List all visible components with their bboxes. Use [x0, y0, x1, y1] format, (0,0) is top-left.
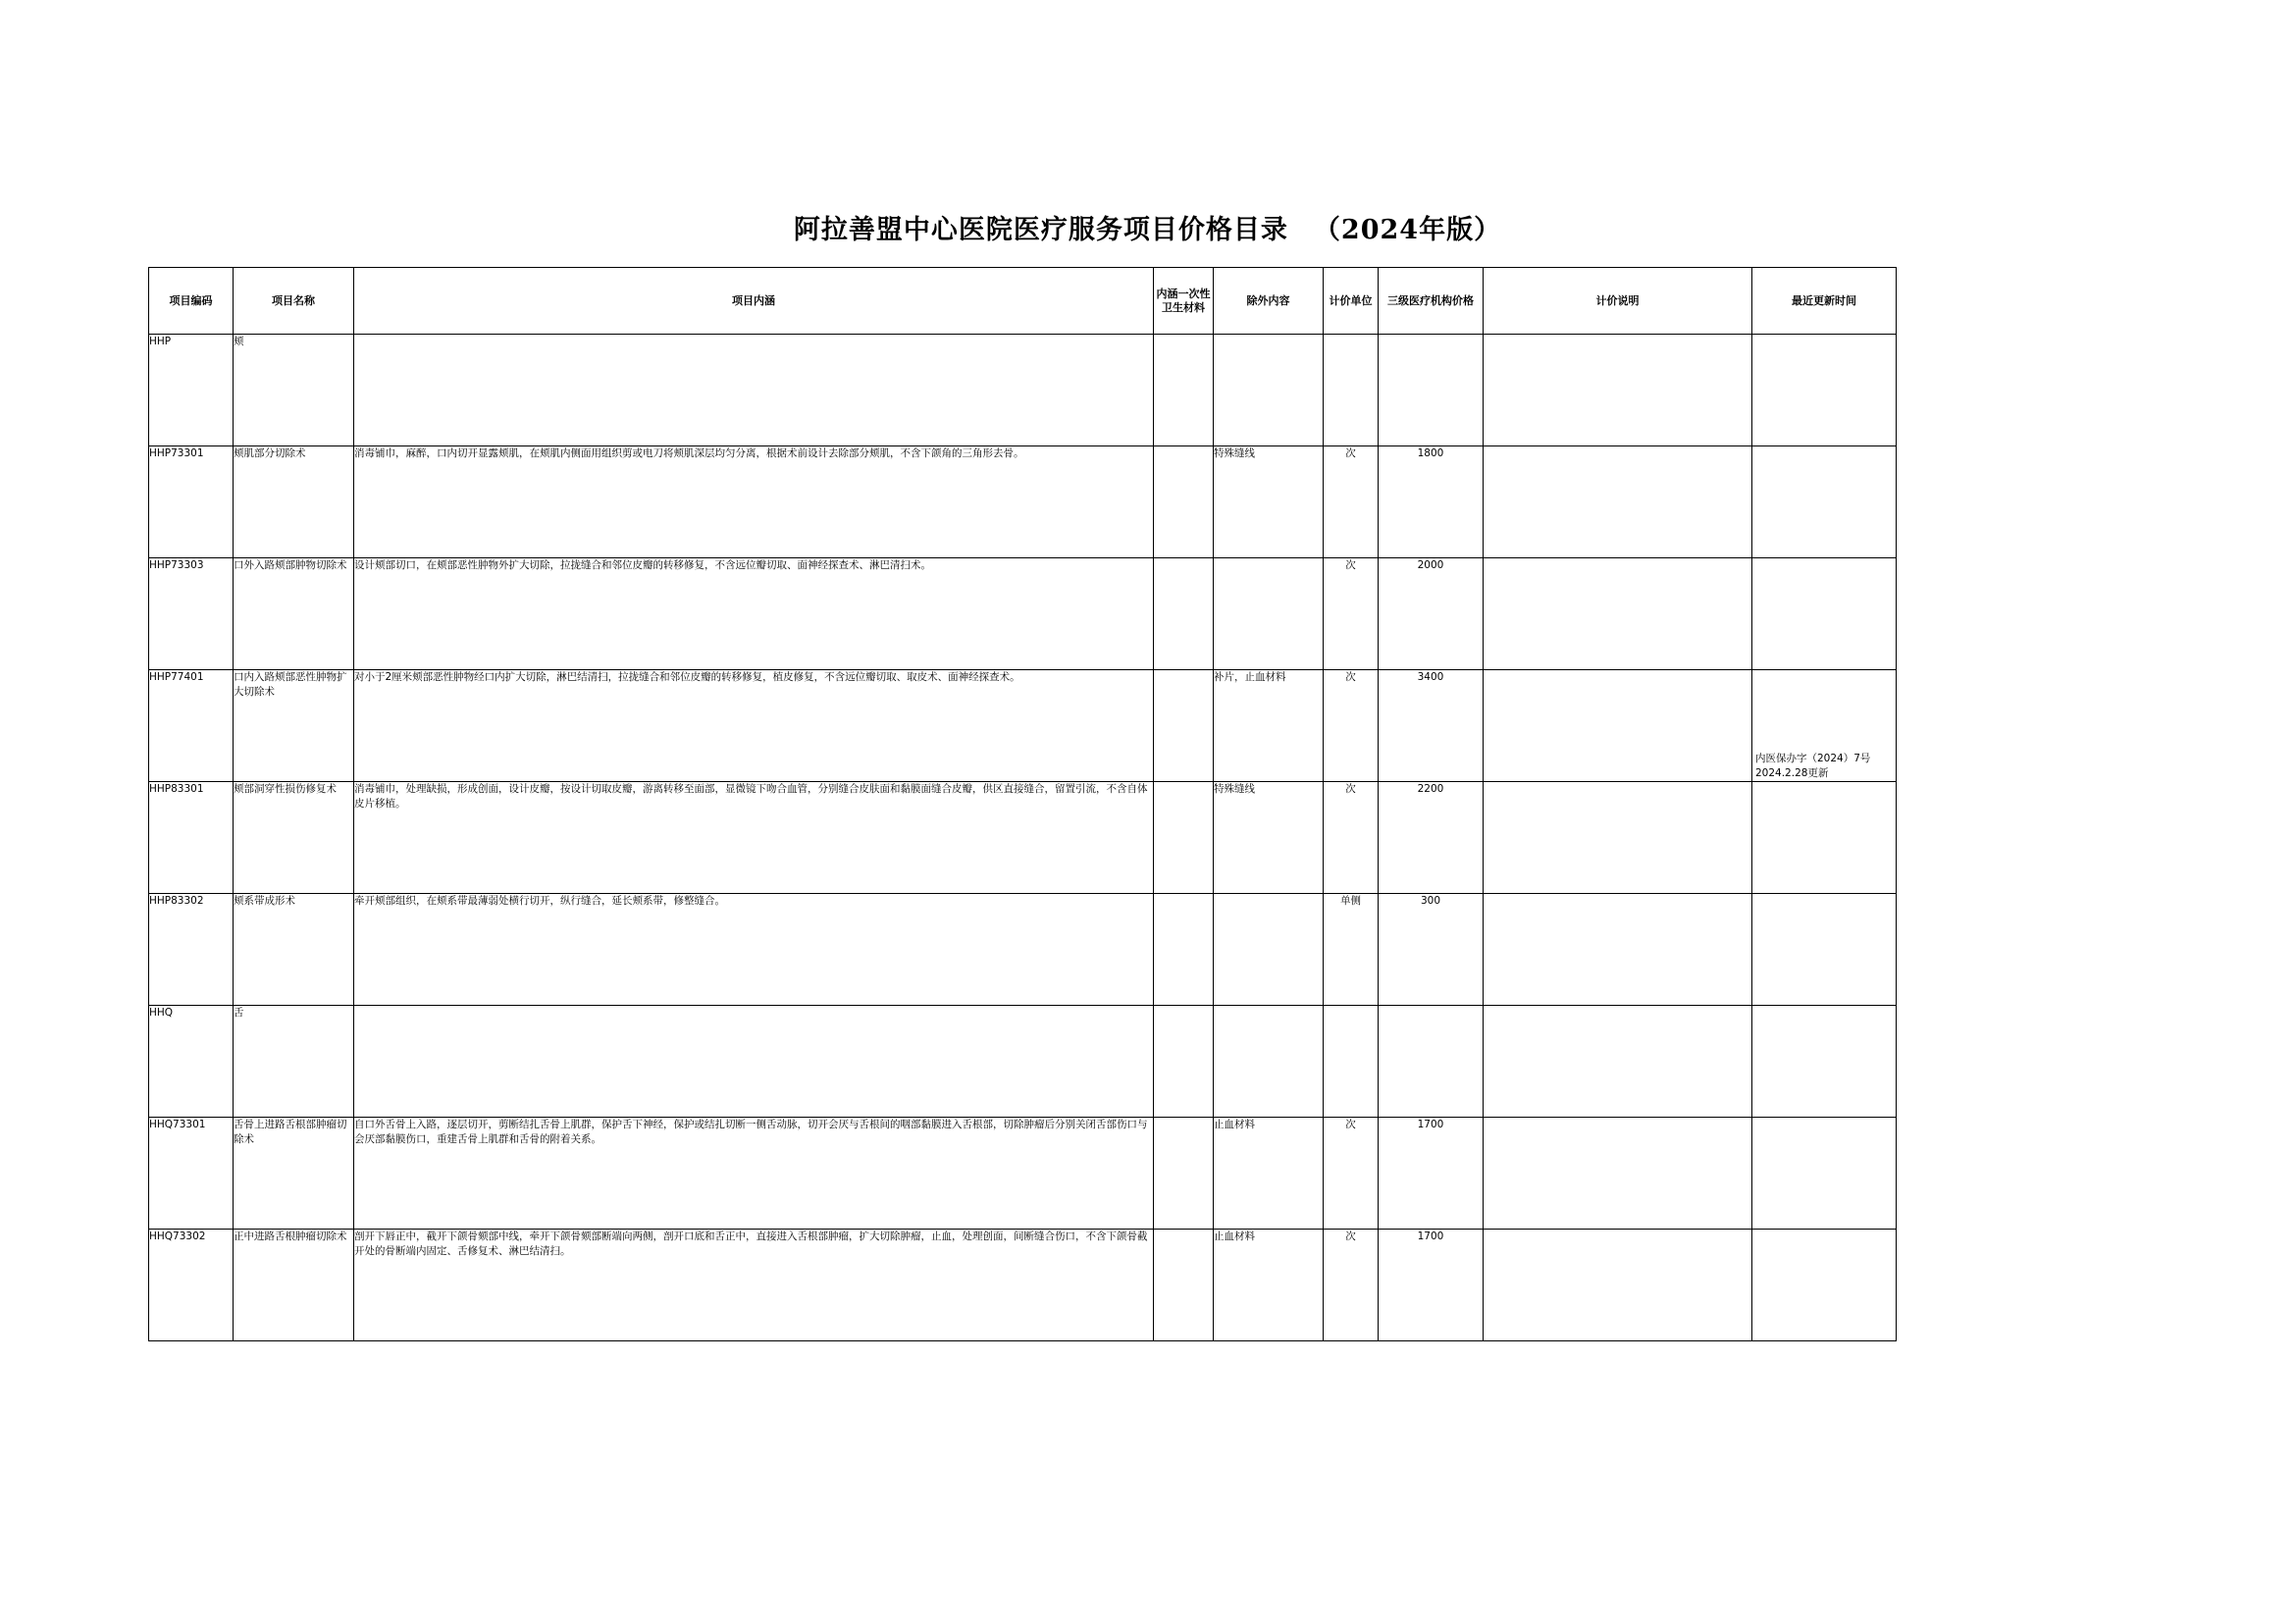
item-name: 正中进路舌根肿瘤切除术 — [234, 1230, 354, 1341]
item-name: 颊肌部分切除术 — [234, 446, 354, 558]
title-text: 阿拉善盟中心医院医疗服务项目价格目录 — [793, 215, 1288, 245]
item-disposable — [1154, 1006, 1214, 1118]
item-updated — [1752, 446, 1897, 558]
item-exclusion: 止血材料 — [1214, 1230, 1324, 1341]
table-row — [149, 1230, 1897, 1341]
item-name: 舌 — [234, 1006, 354, 1118]
item-code: HHP77401 — [149, 670, 234, 782]
item-unit — [1324, 335, 1379, 446]
item-updated — [1752, 1118, 1897, 1230]
item-unit: 次 — [1324, 558, 1379, 670]
header-disposable: 内涵一次性卫生材料 — [1154, 268, 1214, 335]
item-price: 300 — [1379, 894, 1484, 1006]
item-note — [1484, 1118, 1752, 1230]
item-code: HHQ73302 — [149, 1230, 234, 1341]
item-code: HHP83302 — [149, 894, 234, 1006]
item-unit: 次 — [1324, 670, 1379, 782]
item-exclusion — [1214, 894, 1324, 1006]
item-disposable — [1154, 1230, 1214, 1341]
item-exclusion: 止血材料 — [1214, 1118, 1324, 1230]
item-unit: 单侧 — [1324, 894, 1379, 1006]
item-updated — [1752, 335, 1897, 446]
item-content: 消毒铺巾，处理缺损，形成创面，设计皮瓣，按设计切取皮瓣，游离转移至面部，显微镜下吻合血管，分别缝合皮肤面和黏膜面缝合皮瓣，供区直接缝合，留置引流，不含自体皮片移植。 — [354, 782, 1154, 894]
item-unit: 次 — [1324, 446, 1379, 558]
item-content: 消毒铺巾，麻醉，口内切开显露颊肌，在颊肌内侧面用组织剪或电刀将颊肌深层均匀分离，根据术前设计去除部分颊肌，不含下颌角的三角形去骨。 — [354, 446, 1154, 558]
table-row — [149, 446, 1897, 558]
price-catalog-table — [148, 267, 1897, 1341]
item-updated-text: 内医保办字（2024）7号 2024.2.28更新 — [1755, 753, 1871, 779]
header-updated: 最近更新时间 — [1752, 268, 1897, 335]
item-price — [1379, 1006, 1484, 1118]
item-updated — [1752, 894, 1897, 1006]
item-exclusion: 补片，止血材料 — [1214, 670, 1324, 782]
item-price: 2000 — [1379, 558, 1484, 670]
item-disposable — [1154, 670, 1214, 782]
item-note — [1484, 335, 1752, 446]
header-price: 三级医疗机构价格 — [1379, 268, 1484, 335]
item-unit: 次 — [1324, 782, 1379, 894]
item-note — [1484, 782, 1752, 894]
item-code: HHQ — [149, 1006, 234, 1118]
item-unit: 次 — [1324, 1230, 1379, 1341]
item-name: 口内入路颊部恶性肿物扩大切除术 — [234, 670, 354, 782]
item-note — [1484, 1006, 1752, 1118]
item-updated — [1752, 558, 1897, 670]
item-code: HHP73303 — [149, 558, 234, 670]
item-exclusion — [1214, 335, 1324, 446]
item-disposable — [1154, 446, 1214, 558]
edition-text: （2024年版） — [1313, 215, 1502, 245]
item-content: 自口外舌骨上入路，逐层切开，剪断结扎舌骨上肌群，保护舌下神经，保护或结扎切断一侧舌动脉，切开会厌与舌根间的咽部黏膜进入舌根部，切除肿瘤后分别关闭舌部伤口与会厌部黏膜伤口，重建舌骨上肌群和舌骨的附着关系。 — [354, 1118, 1154, 1230]
item-content: 对小于2厘米颊部恶性肿物经口内扩大切除，淋巴结清扫，拉拢缝合和邻位皮瓣的转移修复，植皮修复，不含远位瓣切取、取皮术、面神经探查术。 — [354, 670, 1154, 782]
table-row — [149, 782, 1897, 894]
table-row — [149, 1118, 1897, 1230]
item-updated — [1752, 1006, 1897, 1118]
item-content — [354, 335, 1154, 446]
table-row — [149, 558, 1897, 670]
item-price: 2200 — [1379, 782, 1484, 894]
item-price: 1700 — [1379, 1230, 1484, 1341]
header-code: 项目编码 — [149, 268, 234, 335]
item-code: HHP — [149, 335, 234, 446]
item-note — [1484, 894, 1752, 1006]
item-name: 口外入路颊部肿物切除术 — [234, 558, 354, 670]
item-note — [1484, 446, 1752, 558]
header-exclusion: 除外内容 — [1214, 268, 1324, 335]
item-updated — [1752, 782, 1897, 894]
item-exclusion: 特殊缝线 — [1214, 782, 1324, 894]
item-note — [1484, 1230, 1752, 1341]
table-row — [149, 670, 1897, 782]
item-code: HHP73301 — [149, 446, 234, 558]
header-name: 项目名称 — [234, 268, 354, 335]
table-row — [149, 335, 1897, 446]
item-price: 1800 — [1379, 446, 1484, 558]
header-content: 项目内涵 — [354, 268, 1154, 335]
item-code: HHQ73301 — [149, 1118, 234, 1230]
header-row — [149, 268, 1897, 335]
item-updated — [1752, 1230, 1897, 1341]
item-disposable — [1154, 782, 1214, 894]
item-exclusion: 特殊缝线 — [1214, 446, 1324, 558]
item-note — [1484, 670, 1752, 782]
item-exclusion — [1214, 558, 1324, 670]
item-updated — [1752, 670, 1897, 782]
item-content: 设计颊部切口，在颊部恶性肿物外扩大切除，拉拢缝合和邻位皮瓣的转移修复，不含远位瓣切取、面神经探查术、淋巴清扫术。 — [354, 558, 1154, 670]
item-disposable — [1154, 894, 1214, 1006]
item-content — [354, 1006, 1154, 1118]
item-disposable — [1154, 1118, 1214, 1230]
item-disposable — [1154, 558, 1214, 670]
item-price: 3400 — [1379, 670, 1484, 782]
item-name: 颊 — [234, 335, 354, 446]
header-note: 计价说明 — [1484, 268, 1752, 335]
item-name: 舌骨上进路舌根部肿瘤切除术 — [234, 1118, 354, 1230]
item-note — [1484, 558, 1752, 670]
item-exclusion — [1214, 1006, 1324, 1118]
document-title — [0, 208, 2295, 246]
table-row — [149, 894, 1897, 1006]
item-content: 牵开颊部组织，在颊系带最薄弱处横行切开，纵行缝合，延长颊系带，修整缝合。 — [354, 894, 1154, 1006]
item-unit — [1324, 1006, 1379, 1118]
item-content: 剖开下唇正中，截开下颌骨颏部中线，牵开下颌骨颏部断端向两侧，剖开口底和舌正中，直接进入舌根部肿瘤，扩大切除肿瘤，止血，处理创面，间断缝合伤口，不含下颌骨截开处的骨断端内固定、舌修复术、淋巴结清扫。 — [354, 1230, 1154, 1341]
item-price — [1379, 335, 1484, 446]
item-disposable — [1154, 335, 1214, 446]
item-name: 颊部洞穿性损伤修复术 — [234, 782, 354, 894]
item-code: HHP83301 — [149, 782, 234, 894]
item-name: 颊系带成形术 — [234, 894, 354, 1006]
item-unit: 次 — [1324, 1118, 1379, 1230]
table-row — [149, 1006, 1897, 1118]
item-price: 1700 — [1379, 1118, 1484, 1230]
header-unit: 计价单位 — [1324, 268, 1379, 335]
